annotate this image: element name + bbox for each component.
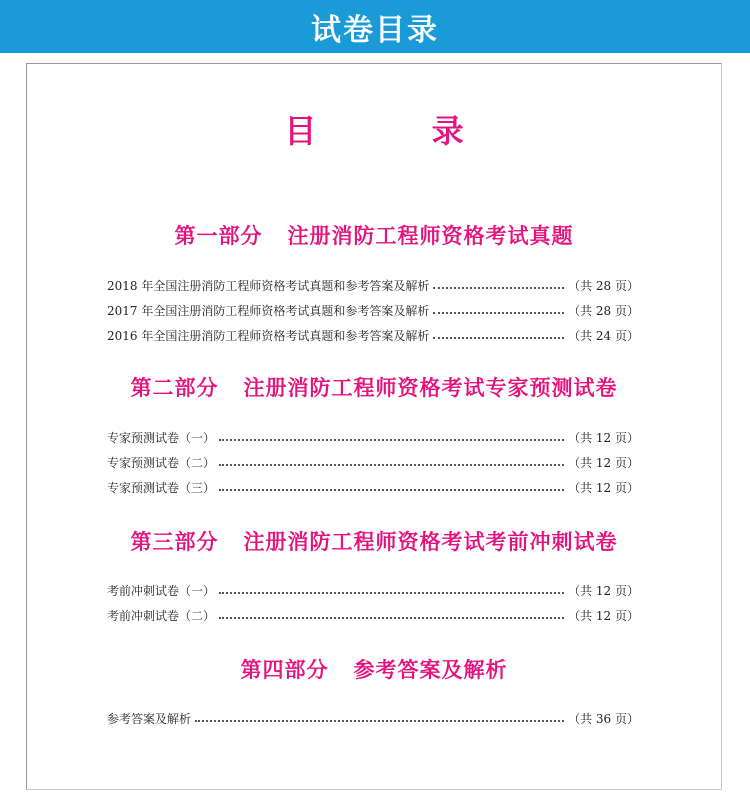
toc-entry-pages: （共 12 页）: [568, 583, 639, 598]
dot-leader: [433, 311, 564, 314]
toc-entry: [107, 276, 639, 294]
dot-leader: [219, 438, 564, 441]
toc-entry: [107, 709, 639, 727]
toc-entry: [107, 453, 639, 471]
toc-entry-label: 专家预测试卷（三）: [107, 480, 216, 495]
toc-entry-pages: （共 24 页）: [568, 328, 639, 343]
toc-entry-pages: （共 28 页）: [568, 303, 639, 318]
banner: [0, 0, 750, 53]
toc-entry-pages: （共 12 页）: [568, 480, 639, 495]
toc-entry-label: 考前冲刺试卷（一）: [107, 583, 216, 598]
dot-leader: [219, 463, 564, 466]
toc-entry-label: 2017 年全国注册消防工程师资格考试真题和参考答案及解析: [107, 303, 430, 318]
dot-leader: [433, 286, 564, 289]
part-heading-1: 第一部分 注册消防工程师资格考试真题: [174, 224, 574, 248]
toc-entry-label: 专家预测试卷（一）: [107, 430, 216, 445]
dot-leader: [195, 719, 564, 722]
page-title: 目 录: [284, 112, 516, 150]
dot-leader: [219, 616, 564, 619]
part-heading-3: 第三部分 注册消防工程师资格考试考前冲刺试卷: [130, 530, 618, 554]
toc-entry-pages: （共 12 页）: [568, 455, 639, 470]
toc-page: [26, 63, 722, 790]
dot-leader: [219, 591, 564, 594]
toc-entry-pages: （共 28 页）: [568, 278, 639, 293]
dot-leader: [219, 488, 564, 491]
toc-entry: [107, 581, 639, 599]
toc-entry-pages: （共 36 页）: [568, 711, 639, 726]
toc-entry: [107, 326, 639, 344]
toc-entry-pages: （共 12 页）: [568, 430, 639, 445]
toc-entry: [107, 428, 639, 446]
toc-entry: [107, 606, 639, 624]
part-heading-2: 第二部分 注册消防工程师资格考试专家预测试卷: [130, 376, 618, 400]
toc-entry-pages: （共 12 页）: [568, 608, 639, 623]
toc-entry-label: 专家预测试卷（二）: [107, 455, 216, 470]
toc-entry-label: 考前冲刺试卷（二）: [107, 608, 216, 623]
toc-entry: [107, 301, 639, 319]
banner-title: 试卷目录: [311, 12, 439, 48]
toc-entry-label: 参考答案及解析: [107, 711, 192, 726]
dot-leader: [433, 336, 564, 339]
toc-entry: [107, 478, 639, 496]
toc-entry-label: 2018 年全国注册消防工程师资格考试真题和参考答案及解析: [107, 278, 430, 293]
part-heading-4: 第四部分 参考答案及解析: [240, 658, 508, 682]
toc-entry-label: 2016 年全国注册消防工程师资格考试真题和参考答案及解析: [107, 328, 430, 343]
